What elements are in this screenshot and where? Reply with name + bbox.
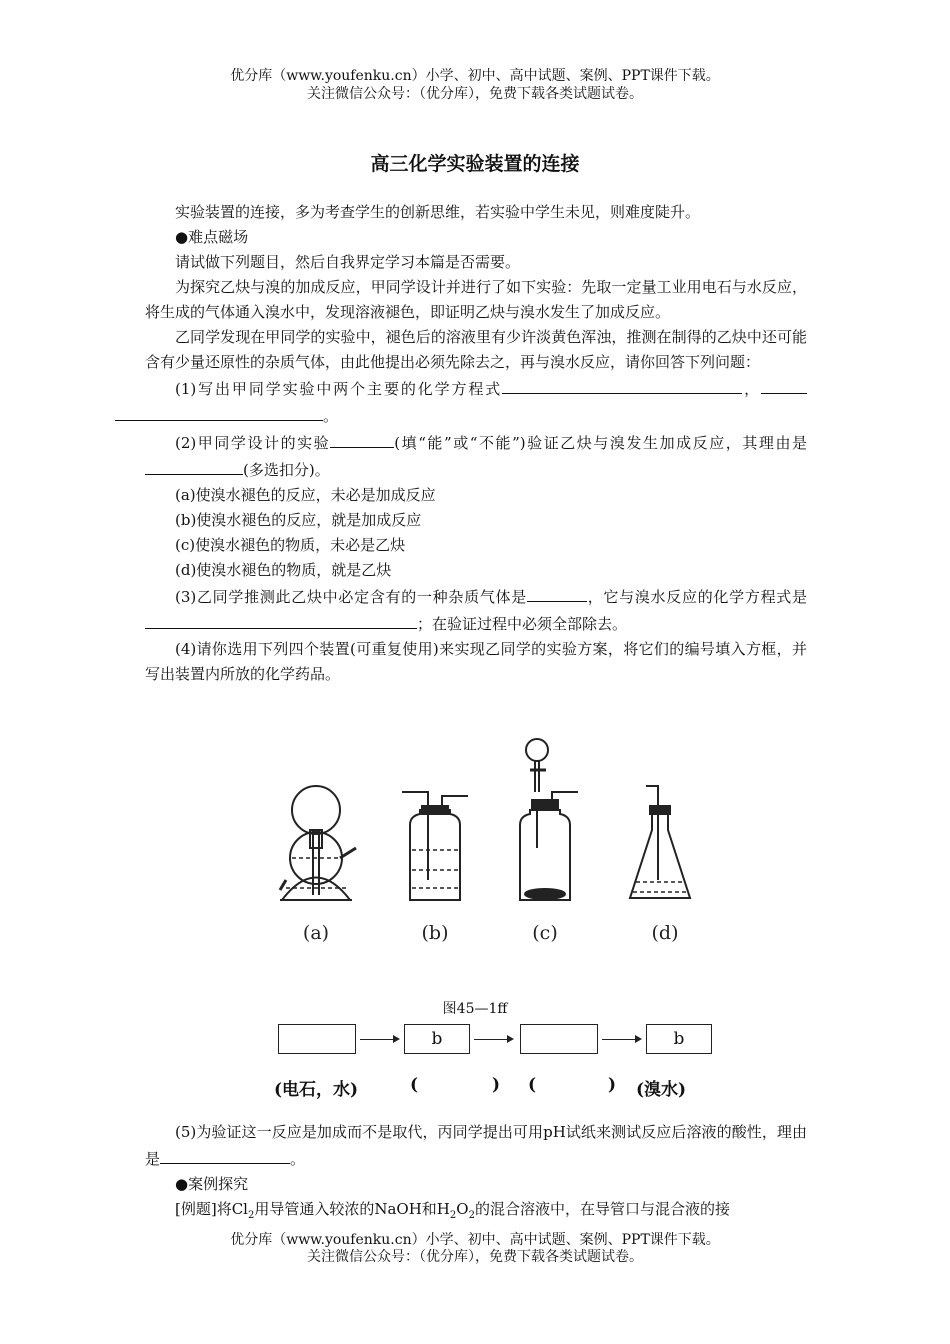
- apparatus-label-b: (b): [421, 922, 449, 944]
- flow-label-paren-open-2: (: [528, 1075, 537, 1095]
- flow-box-3[interactable]: [520, 1024, 598, 1054]
- question-2: [145, 429, 807, 483]
- flow-label-reagent-4: (溴水): [636, 1080, 687, 1100]
- answer-blank[interactable]: [160, 1145, 290, 1164]
- question-2-text-c: (多选扣分)。: [243, 461, 330, 479]
- option-b: (b)使溴水褪色的反应，就是加成反应: [175, 511, 422, 529]
- question-4: (4)请你选用下列四个装置(可重复使用)来实现乙同学的实验方案，将它们的编号填入方框，并写出装置内所放的化学药品。: [145, 640, 807, 683]
- question-2-text-b: (填“能”或“不能”)验证乙炔与溴发生加成反应，其理由是: [394, 434, 807, 452]
- question-3-text-c: ；在验证过程中必须全部除去。: [417, 615, 628, 633]
- flow-box-1[interactable]: [278, 1024, 356, 1054]
- example-subscript: 2: [468, 1210, 475, 1221]
- answer-blank[interactable]: [527, 583, 587, 602]
- instruction-paragraph: 请试做下列题目，然后自我界定学习本篇是否需要。: [175, 253, 521, 271]
- example-paragraph: [145, 1197, 807, 1228]
- answer-blank[interactable]: [145, 456, 243, 475]
- question-3-text-a: (3)乙同学推测此乙炔中必定含有的一种杂质气体是: [175, 588, 527, 606]
- example-subscript: 2: [449, 1210, 457, 1221]
- flow-box-4[interactable]: b: [646, 1024, 712, 1054]
- apparatus-label-d: (d): [651, 922, 679, 944]
- flow-arrow: [602, 1039, 640, 1040]
- option-c: (c)使溴水褪色的物质，未必是乙炔: [175, 536, 406, 554]
- example-text-d: 的混合溶液中，在导管口与混合液的接: [474, 1200, 730, 1218]
- flow-label-paren-open-1: (: [410, 1075, 419, 1095]
- example-subscript: 2: [247, 1210, 255, 1221]
- question-3-text-b: ，它与溴水反应的化学方程式是: [586, 588, 807, 606]
- experiment-paragraph-2: 乙同学发现在甲同学的实验中，褪色后的溶液里有少许淡黄色浑浊，推测在制得的乙炔中还可能含有少量还原性的杂质气体，由此他提出必须先除去之，再与溴水反应，请你回答下列问题：: [145, 328, 807, 371]
- wash-bottle-apparatus: [402, 792, 468, 900]
- flow-label-paren-close-1: ): [492, 1075, 501, 1095]
- example-text-b: 用导管通入较浓的NaOH和H: [254, 1200, 450, 1218]
- flow-box-2[interactable]: b: [404, 1024, 470, 1054]
- header-line-1: 优分库（www.youfenku.cn）小学、初中、高中试题、案例、PPT课件下载。: [230, 68, 720, 84]
- question-1-end: 。: [323, 407, 339, 425]
- answer-blank[interactable]: [145, 610, 417, 629]
- header-line-2: 关注微信公众号：（优分库），免费下载各类试题试卷。: [307, 86, 643, 102]
- page-title: 高三化学实验装置的连接: [370, 153, 580, 175]
- example-text-c: O: [456, 1200, 469, 1218]
- question-1: [145, 375, 807, 429]
- apparatus-label-a: (a): [302, 922, 330, 944]
- main-text: [145, 200, 807, 687]
- apparatus-flow-diagram: [270, 1024, 730, 1104]
- funnel-bottle-apparatus: [520, 739, 578, 900]
- answer-blank[interactable]: [502, 375, 742, 394]
- flow-arrow: [360, 1039, 398, 1040]
- experiment-paragraph-1: 为探究乙炔与溴的加成反应，甲同学设计并进行了如下实验：先取一定量工业用电石与水反应，将生成的气体通入溴水中，发现溶液褪色，即证明乙炔与溴水发生了加成反应。: [145, 278, 807, 321]
- question-5-text: (5)为验证这一反应是加成而不是取代，丙同学提出可用pH试纸来测试反应后溶液的酸性，理由是: [145, 1123, 807, 1168]
- question-1-text: (1)写出甲同学实验中两个主要的化学方程式: [175, 380, 503, 398]
- footer-line-1: 优分库（www.youfenku.cn）小学、初中、高中试题、案例、PPT课件下载。: [230, 1232, 720, 1248]
- main-text-continued: [145, 1120, 807, 1228]
- answer-blank[interactable]: [115, 402, 323, 421]
- answer-blank[interactable]: [761, 375, 807, 394]
- example-text-a: [例题]将Cl: [175, 1200, 248, 1218]
- section-heading-difficulty: ●难点磁场: [175, 228, 249, 246]
- flow-arrow: [474, 1039, 512, 1040]
- question-5-end: 。: [290, 1150, 306, 1168]
- question-2-text-a: (2)甲同学设计的实验: [175, 434, 331, 452]
- answer-blank[interactable]: [330, 429, 394, 448]
- question-3: [145, 583, 807, 637]
- section-heading-case-study: ●案例探究: [175, 1175, 249, 1193]
- intro-paragraph: 实验装置的连接，多为考查学生的创新思维，若实验中学生未见，则难度陡升。: [175, 203, 701, 221]
- flow-label-paren-close-2: ): [608, 1075, 617, 1095]
- question-5: [145, 1120, 807, 1172]
- question-1-separator: ，: [742, 380, 761, 398]
- footer-line-2: 关注微信公众号：（优分库），免费下载各类试题试卷。: [307, 1249, 643, 1265]
- conical-flask-apparatus: [630, 786, 690, 898]
- option-d: (d)使溴水褪色的物质，就是乙炔: [175, 561, 392, 579]
- option-a: (a)使溴水褪色的反应，未必是加成反应: [175, 486, 436, 504]
- figure-caption: 图45—1ff: [442, 1001, 508, 1017]
- apparatus-label-c: (c): [532, 922, 558, 944]
- flow-label-reagent-1: (电石，水): [274, 1080, 359, 1100]
- kipp-apparatus: [280, 786, 356, 900]
- apparatus-figure: [0, 730, 950, 960]
